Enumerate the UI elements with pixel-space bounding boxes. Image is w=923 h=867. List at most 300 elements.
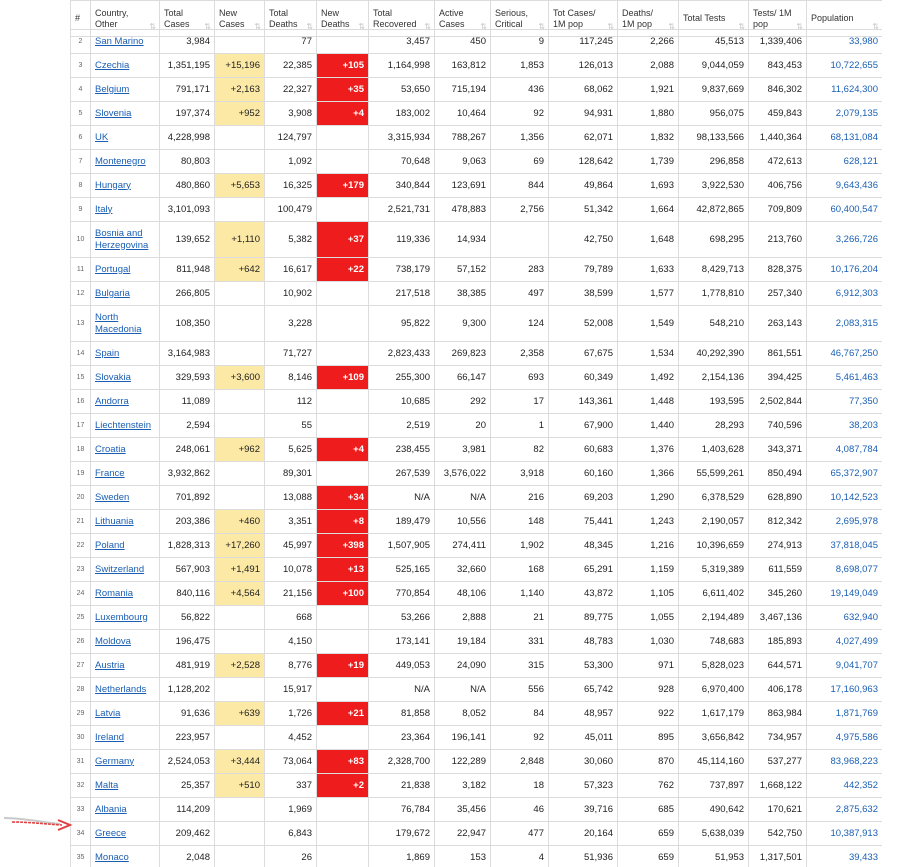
cell-total-recovered: 2,519 [369, 414, 435, 438]
cell-new-cases [215, 198, 265, 222]
cell-serious-critical: 2,358 [491, 342, 549, 366]
cell-country[interactable] [91, 366, 160, 390]
cell-country[interactable] [91, 774, 160, 798]
country-link[interactable]: Ireland [95, 731, 125, 743]
sort-icon[interactable]: ⇅ [358, 22, 365, 31]
cell-new-cases: +639 [215, 702, 265, 726]
cell-cases-per-million: 117,245 [549, 30, 618, 54]
cell-country[interactable] [91, 174, 160, 198]
cell-tests-per-million: 1,339,406 [749, 30, 807, 54]
cell-country[interactable] [91, 750, 160, 774]
cell-rank: 17 [71, 414, 91, 438]
cell-active-cases: 19,184 [435, 630, 491, 654]
cell-tests-per-million: 828,375 [749, 258, 807, 282]
cell-serious-critical: 92 [491, 726, 549, 750]
cell-serious-critical: 331 [491, 630, 549, 654]
cell-country[interactable] [91, 306, 160, 342]
cell-rank: 35 [71, 846, 91, 867]
cell-new-cases [215, 798, 265, 822]
country-link[interactable]: UK [95, 131, 109, 143]
cell-total-tests: 2,154,136 [679, 366, 749, 390]
country-link[interactable]: Germany [95, 755, 135, 767]
sort-icon[interactable]: ⇅ [738, 22, 745, 31]
cell-rank: 6 [71, 126, 91, 150]
cell-rank: 3 [71, 54, 91, 78]
cell-total-deaths: 1,726 [265, 702, 317, 726]
cell-country[interactable] [91, 678, 160, 702]
cell-total-deaths: 55 [265, 414, 317, 438]
cell-total-cases: 701,892 [160, 486, 215, 510]
cell-population: 2,083,315 [807, 306, 883, 342]
cell-new-cases [215, 678, 265, 702]
country-link[interactable]: Slovenia [95, 107, 132, 119]
cell-population: 3,266,726 [807, 222, 883, 258]
cell-population: 4,027,499 [807, 630, 883, 654]
cell-deaths-per-million: 1,055 [618, 606, 679, 630]
column-header-label: Country, Other [95, 7, 129, 29]
cell-new-deaths [317, 306, 369, 342]
cell-total-cases: 197,374 [160, 102, 215, 126]
table-row [71, 126, 883, 150]
cell-deaths-per-million: 922 [618, 702, 679, 726]
country-link[interactable]: Croatia [95, 443, 126, 455]
cell-serious-critical: 844 [491, 174, 549, 198]
cell-deaths-per-million: 1,105 [618, 582, 679, 606]
country-link[interactable]: Latvia [95, 707, 121, 719]
cell-new-deaths: +109 [317, 366, 369, 390]
country-link[interactable]: Slovakia [95, 371, 131, 383]
cell-deaths-per-million: 1,376 [618, 438, 679, 462]
cell-new-cases [215, 342, 265, 366]
cell-active-cases: 274,411 [435, 534, 491, 558]
cell-country[interactable] [91, 798, 160, 822]
cell-active-cases: 122,289 [435, 750, 491, 774]
sort-icon[interactable]: ⇅ [607, 22, 614, 31]
cell-new-cases [215, 414, 265, 438]
cell-country[interactable] [91, 846, 160, 867]
cell-active-cases: 9,300 [435, 306, 491, 342]
country-link[interactable]: Liechtenstein [95, 419, 151, 431]
cell-serious-critical: 148 [491, 510, 549, 534]
cell-total-deaths: 13,088 [265, 486, 317, 510]
cell-total-recovered: N/A [369, 486, 435, 510]
cell-serious-critical: 1,902 [491, 534, 549, 558]
cell-deaths-per-million: 659 [618, 846, 679, 867]
table-row [71, 366, 883, 390]
cell-total-cases: 840,116 [160, 582, 215, 606]
sort-icon[interactable]: ⇅ [204, 22, 211, 31]
cell-rank: 15 [71, 366, 91, 390]
cell-active-cases: 2,888 [435, 606, 491, 630]
cell-new-deaths [317, 846, 369, 867]
cell-new-deaths [317, 678, 369, 702]
cell-deaths-per-million: 971 [618, 654, 679, 678]
cell-country[interactable] [91, 126, 160, 150]
cell-rank: 9 [71, 198, 91, 222]
cell-new-cases: +2,163 [215, 78, 265, 102]
cell-active-cases: 10,556 [435, 510, 491, 534]
cell-tests-per-million: 185,893 [749, 630, 807, 654]
cell-new-cases [215, 390, 265, 414]
cell-country[interactable] [91, 462, 160, 486]
cell-active-cases: 196,141 [435, 726, 491, 750]
cell-tests-per-million: 628,890 [749, 486, 807, 510]
cell-new-deaths: +37 [317, 222, 369, 258]
cell-deaths-per-million: 1,577 [618, 282, 679, 306]
cell-deaths-per-million: 1,448 [618, 390, 679, 414]
cell-total-tests: 296,858 [679, 150, 749, 174]
cell-cases-per-million: 45,011 [549, 726, 618, 750]
cell-tests-per-million: 472,613 [749, 150, 807, 174]
cell-serious-critical: 1 [491, 414, 549, 438]
cell-deaths-per-million: 1,030 [618, 630, 679, 654]
cell-total-cases: 196,475 [160, 630, 215, 654]
cell-total-recovered: 1,507,905 [369, 534, 435, 558]
country-link[interactable]: Bulgaria [95, 287, 130, 299]
cell-new-deaths [317, 822, 369, 846]
cell-rank: 29 [71, 702, 91, 726]
country-link[interactable]: Romania [95, 587, 134, 599]
cell-rank: 34 [71, 822, 91, 846]
country-link[interactable]: Albania [95, 803, 127, 815]
cell-active-cases: 292 [435, 390, 491, 414]
cell-total-deaths: 8,146 [265, 366, 317, 390]
cell-total-cases: 91,636 [160, 702, 215, 726]
cell-serious-critical: 84 [491, 702, 549, 726]
table-row [71, 750, 883, 774]
cell-new-deaths: +100 [317, 582, 369, 606]
cell-cases-per-million: 67,900 [549, 414, 618, 438]
country-link[interactable]: Hungary [95, 179, 131, 191]
cell-total-deaths: 3,228 [265, 306, 317, 342]
cell-new-cases: +460 [215, 510, 265, 534]
cell-cases-per-million: 53,300 [549, 654, 618, 678]
table-row [71, 846, 883, 867]
table-row [71, 198, 883, 222]
cell-total-deaths: 16,617 [265, 258, 317, 282]
cell-total-tests: 3,922,530 [679, 174, 749, 198]
cell-serious-critical: 4 [491, 846, 549, 867]
cell-active-cases: 57,152 [435, 258, 491, 282]
cell-rank: 26 [71, 630, 91, 654]
cell-total-recovered: 770,854 [369, 582, 435, 606]
cell-rank: 21 [71, 510, 91, 534]
cell-country[interactable] [91, 606, 160, 630]
cell-new-deaths: +34 [317, 486, 369, 510]
sort-icon[interactable]: ⇅ [872, 22, 879, 31]
cell-country[interactable] [91, 54, 160, 78]
sort-icon[interactable]: ⇅ [254, 22, 261, 31]
country-link[interactable]: Spain [95, 347, 120, 359]
country-link[interactable]: Montenegro [95, 155, 146, 167]
cell-new-deaths [317, 282, 369, 306]
cell-total-recovered: 70,648 [369, 150, 435, 174]
cell-rank: 27 [71, 654, 91, 678]
cell-tests-per-million: 1,317,501 [749, 846, 807, 867]
cell-serious-critical: 477 [491, 822, 549, 846]
cell-total-cases: 266,805 [160, 282, 215, 306]
cell-new-deaths [317, 342, 369, 366]
cell-active-cases: 24,090 [435, 654, 491, 678]
cell-active-cases: 9,063 [435, 150, 491, 174]
sort-icon[interactable]: ⇅ [424, 22, 431, 31]
sort-icon[interactable]: ⇅ [668, 22, 675, 31]
cell-new-cases [215, 126, 265, 150]
cell-total-cases: 80,803 [160, 150, 215, 174]
country-link[interactable]: Andorra [95, 395, 129, 407]
cell-population: 46,767,250 [807, 342, 883, 366]
table-row [71, 774, 883, 798]
cell-total-cases: 4,228,998 [160, 126, 215, 150]
country-link[interactable]: San Marino [95, 35, 144, 47]
cell-active-cases: 10,464 [435, 102, 491, 126]
cell-population: 60,400,547 [807, 198, 883, 222]
cell-population: 6,912,303 [807, 282, 883, 306]
cell-total-deaths: 3,908 [265, 102, 317, 126]
cell-new-cases: +952 [215, 102, 265, 126]
table-row [71, 558, 883, 582]
cell-tests-per-million: 274,913 [749, 534, 807, 558]
sort-icon[interactable]: ⇅ [306, 22, 313, 31]
cell-rank: 19 [71, 462, 91, 486]
cell-population: 2,875,632 [807, 798, 883, 822]
cell-total-recovered: 340,844 [369, 174, 435, 198]
cell-total-cases: 3,984 [160, 30, 215, 54]
cell-new-cases: +5,653 [215, 174, 265, 198]
cell-total-deaths: 100,479 [265, 198, 317, 222]
country-link[interactable]: Moldova [95, 635, 131, 647]
cell-country[interactable] [91, 390, 160, 414]
cell-total-tests: 737,897 [679, 774, 749, 798]
country-link[interactable]: Netherlands [95, 683, 147, 695]
cell-cases-per-million: 38,599 [549, 282, 618, 306]
country-link[interactable]: Luxembourg [95, 611, 148, 623]
cell-total-tests: 698,295 [679, 222, 749, 258]
cell-deaths-per-million: 870 [618, 750, 679, 774]
cell-country[interactable] [91, 342, 160, 366]
cell-total-tests: 8,429,713 [679, 258, 749, 282]
cell-cases-per-million: 42,750 [549, 222, 618, 258]
cell-country[interactable] [91, 150, 160, 174]
cell-country[interactable] [91, 258, 160, 282]
cell-total-tests: 9,837,669 [679, 78, 749, 102]
cell-population: 65,372,907 [807, 462, 883, 486]
column-header-label: Population [811, 13, 854, 23]
cell-total-tests: 28,293 [679, 414, 749, 438]
table-row [71, 654, 883, 678]
column-header-label: Active Cases [439, 7, 465, 29]
column-header-label: Tests/ 1M pop [753, 7, 792, 29]
cell-country[interactable] [91, 414, 160, 438]
cell-serious-critical: 3,918 [491, 462, 549, 486]
cell-total-deaths: 5,382 [265, 222, 317, 258]
country-link[interactable]: Sweden [95, 491, 130, 503]
country-link[interactable]: Poland [95, 539, 125, 551]
country-link[interactable]: Lithuania [95, 515, 134, 527]
country-link[interactable]: Belgium [95, 83, 130, 95]
cell-tests-per-million: 709,809 [749, 198, 807, 222]
cell-deaths-per-million: 1,440 [618, 414, 679, 438]
cell-cases-per-million: 57,323 [549, 774, 618, 798]
cell-total-tests: 193,595 [679, 390, 749, 414]
country-link[interactable]: Czechia [95, 59, 130, 71]
cell-total-deaths: 124,797 [265, 126, 317, 150]
table-row [71, 78, 883, 102]
cell-new-deaths: +4 [317, 438, 369, 462]
cell-country[interactable] [91, 30, 160, 54]
cell-country[interactable] [91, 534, 160, 558]
cell-serious-critical: 216 [491, 486, 549, 510]
sort-icon[interactable]: ⇅ [796, 22, 803, 31]
cell-cases-per-million: 48,957 [549, 702, 618, 726]
cell-total-cases: 481,919 [160, 654, 215, 678]
cell-total-deaths: 112 [265, 390, 317, 414]
cell-total-cases: 329,593 [160, 366, 215, 390]
cell-total-deaths: 16,325 [265, 174, 317, 198]
cell-total-deaths: 337 [265, 774, 317, 798]
cell-active-cases: 48,106 [435, 582, 491, 606]
cell-total-tests: 956,075 [679, 102, 749, 126]
cell-population: 9,643,436 [807, 174, 883, 198]
cell-rank: 30 [71, 726, 91, 750]
cell-deaths-per-million: 1,366 [618, 462, 679, 486]
cell-rank: 22 [71, 534, 91, 558]
cell-new-cases [215, 606, 265, 630]
cell-country[interactable] [91, 102, 160, 126]
sort-icon[interactable]: ⇅ [149, 22, 156, 31]
cell-rank: 32 [71, 774, 91, 798]
cell-new-deaths: +4 [317, 102, 369, 126]
cell-active-cases: 22,947 [435, 822, 491, 846]
cell-new-deaths: +21 [317, 702, 369, 726]
cell-country[interactable] [91, 702, 160, 726]
cell-country[interactable] [91, 282, 160, 306]
cell-new-deaths: +179 [317, 174, 369, 198]
cell-new-deaths: +22 [317, 258, 369, 282]
cell-serious-critical: 283 [491, 258, 549, 282]
cell-serious-critical: 69 [491, 150, 549, 174]
cell-country[interactable] [91, 654, 160, 678]
cell-total-deaths: 22,327 [265, 78, 317, 102]
cell-active-cases: 3,981 [435, 438, 491, 462]
cell-serious-critical: 17 [491, 390, 549, 414]
table-row [71, 54, 883, 78]
cell-country[interactable] [91, 438, 160, 462]
cell-total-cases: 1,828,313 [160, 534, 215, 558]
cell-country[interactable] [91, 582, 160, 606]
cell-cases-per-million: 65,291 [549, 558, 618, 582]
cell-country[interactable] [91, 78, 160, 102]
table-row [71, 342, 883, 366]
table-row [71, 390, 883, 414]
table-row [71, 462, 883, 486]
cell-active-cases: 715,194 [435, 78, 491, 102]
cell-total-cases: 223,957 [160, 726, 215, 750]
cell-country[interactable] [91, 558, 160, 582]
cell-total-tests: 98,133,566 [679, 126, 749, 150]
cell-new-cases: +3,600 [215, 366, 265, 390]
cell-deaths-per-million: 1,880 [618, 102, 679, 126]
cell-tests-per-million: 537,277 [749, 750, 807, 774]
cell-new-cases [215, 462, 265, 486]
sort-icon[interactable]: ⇅ [538, 22, 545, 31]
cell-country[interactable] [91, 222, 160, 258]
country-link[interactable]: France [95, 467, 125, 479]
cell-total-tests: 5,828,023 [679, 654, 749, 678]
cell-total-cases: 209,462 [160, 822, 215, 846]
cell-total-tests: 10,396,659 [679, 534, 749, 558]
cell-total-cases: 2,524,053 [160, 750, 215, 774]
cell-active-cases: 269,823 [435, 342, 491, 366]
country-link[interactable]: Italy [95, 203, 113, 215]
country-link[interactable]: Monaco [95, 851, 129, 863]
cell-cases-per-million: 48,345 [549, 534, 618, 558]
cell-new-deaths: +19 [317, 654, 369, 678]
cell-population: 10,387,913 [807, 822, 883, 846]
cell-new-deaths [317, 198, 369, 222]
cell-new-cases [215, 630, 265, 654]
cell-rank: 5 [71, 102, 91, 126]
cell-population: 68,131,084 [807, 126, 883, 150]
cell-country[interactable] [91, 726, 160, 750]
country-link[interactable]: Switzerland [95, 563, 145, 575]
cell-tests-per-million: 257,340 [749, 282, 807, 306]
cell-new-deaths: +13 [317, 558, 369, 582]
cell-country[interactable] [91, 630, 160, 654]
cell-serious-critical: 82 [491, 438, 549, 462]
cell-tests-per-million: 170,621 [749, 798, 807, 822]
cell-total-deaths: 4,452 [265, 726, 317, 750]
cell-new-deaths [317, 150, 369, 174]
cell-cases-per-million: 75,441 [549, 510, 618, 534]
country-link[interactable]: Malta [95, 779, 119, 791]
cell-cases-per-million: 39,716 [549, 798, 618, 822]
cell-total-recovered: 217,518 [369, 282, 435, 306]
country-link[interactable]: Portugal [95, 263, 131, 275]
cell-new-cases [215, 30, 265, 54]
cell-cases-per-million: 51,936 [549, 846, 618, 867]
sort-icon[interactable]: ⇅ [480, 22, 487, 31]
cell-serious-critical: 315 [491, 654, 549, 678]
cell-population: 8,698,077 [807, 558, 883, 582]
cell-active-cases: 163,812 [435, 54, 491, 78]
cell-cases-per-million: 62,071 [549, 126, 618, 150]
cell-country[interactable] [91, 822, 160, 846]
cell-total-tests: 5,638,039 [679, 822, 749, 846]
cell-tests-per-million: 406,178 [749, 678, 807, 702]
cell-total-recovered: 183,002 [369, 102, 435, 126]
cell-country[interactable] [91, 198, 160, 222]
country-link[interactable]: Austria [95, 659, 125, 671]
country-link[interactable]: North Macedonia [95, 311, 142, 335]
cell-country[interactable] [91, 486, 160, 510]
country-link[interactable]: Bosnia and Herzegovina [95, 227, 149, 251]
cell-new-deaths [317, 726, 369, 750]
cell-rank: 10 [71, 222, 91, 258]
cell-tests-per-million: 406,756 [749, 174, 807, 198]
cell-rank: 18 [71, 438, 91, 462]
table-row [71, 582, 883, 606]
cell-rank: 11 [71, 258, 91, 282]
cell-total-recovered: 10,685 [369, 390, 435, 414]
cell-total-tests: 51,953 [679, 846, 749, 867]
country-link[interactable]: Greece [95, 827, 127, 839]
cell-total-cases: 811,948 [160, 258, 215, 282]
cell-new-cases: +642 [215, 258, 265, 282]
column-header-label: Total Deaths [269, 7, 298, 29]
cell-cases-per-million: 69,203 [549, 486, 618, 510]
cell-country[interactable] [91, 510, 160, 534]
